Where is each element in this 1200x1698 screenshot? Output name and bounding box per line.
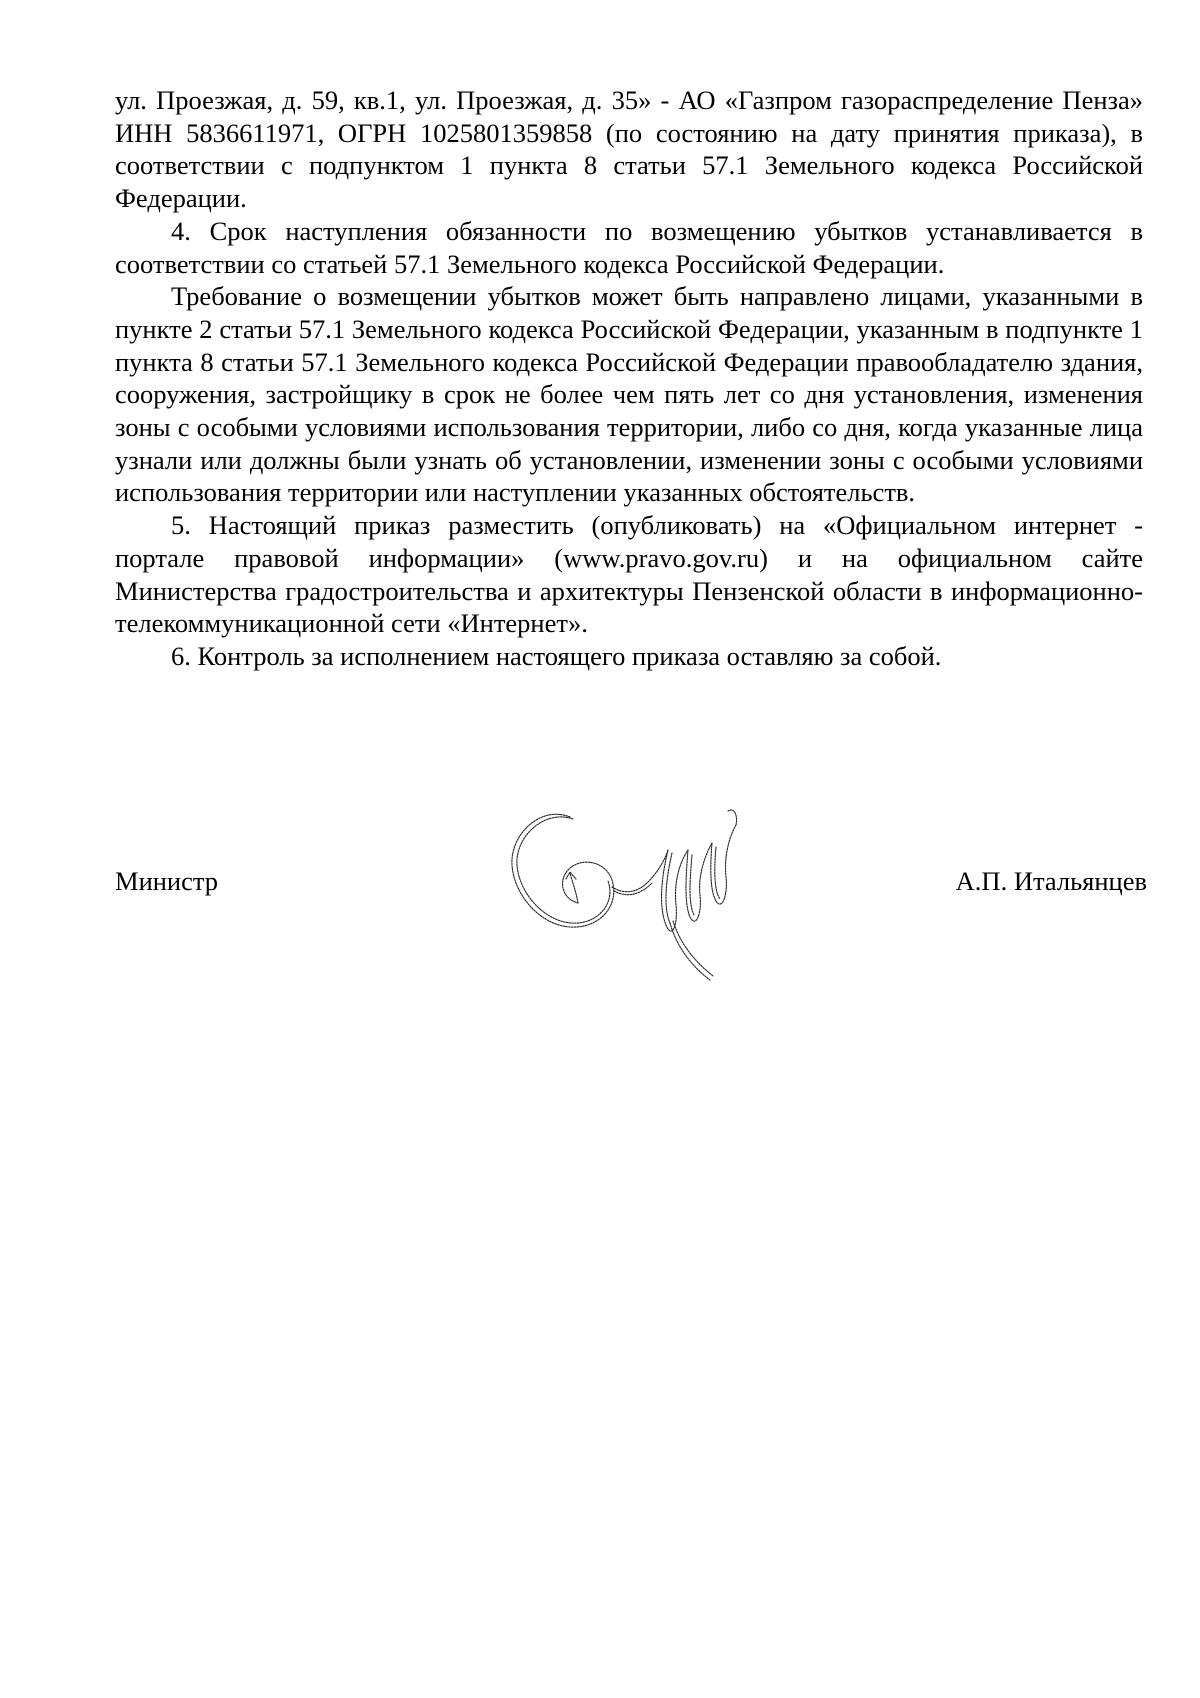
paragraph-item-4: 4. Срок наступления обязанности по возмещению убытков устанавливается в соответствии со статьей 57.1 Земельного кодекса Российской Федерации. — [115, 215, 1143, 279]
signatory-title: Министр — [115, 866, 219, 896]
paragraph-item-5: 5. Настоящий приказ разместить (опубликовать) на «Официальном интернет - портале правовой информации» (www.pravo.gov.ru) и на официальном сайте Министерства градостроительства и архитектуры Пензенской области в информационно-телекоммуникационной сети «Интернет». — [115, 510, 1143, 639]
paragraph-item-6: 6. Контроль за исполнением настоящего приказа оставляю за собой. — [171, 640, 942, 671]
paragraph-continuation: ул. Проезжая, д. 59, кв.1, ул. Проезжая, д. 35» - АО «Газпром газораспределение Пенза» ИНН 5836611971, ОГРН 1025801359858 (по состоянию на дату принятия приказа), в соответствии с подпунктом 1 пункта 8 статьи 57.1 Земельного кодекса Российской Федерации. — [115, 85, 1143, 214]
paragraph-damages-claim: Требование о возмещении убытков может быть направлено лицами, указанными в пункте 2 статьи 57.1 Земельного кодекса Российской Федерации, указанным в подпункте 1 пункта 8 статьи 57.1 Земельного кодекса Российской Федерации правообладателю здания, сооружения, застройщику в срок не более чем пять лет со дня установления, изменения зоны с особыми условиями использования территории, либо со дня, когда указанные лица узнали или должны были узнать об установлении, изменении зоны с особыми условиями использования территории или наступлении указанных обстоятельств. — [115, 281, 1143, 508]
handwritten-signature — [500, 795, 780, 985]
signatory-name: А.П. Итальянцев — [955, 866, 1147, 896]
document-body — [115, 84, 1143, 673]
